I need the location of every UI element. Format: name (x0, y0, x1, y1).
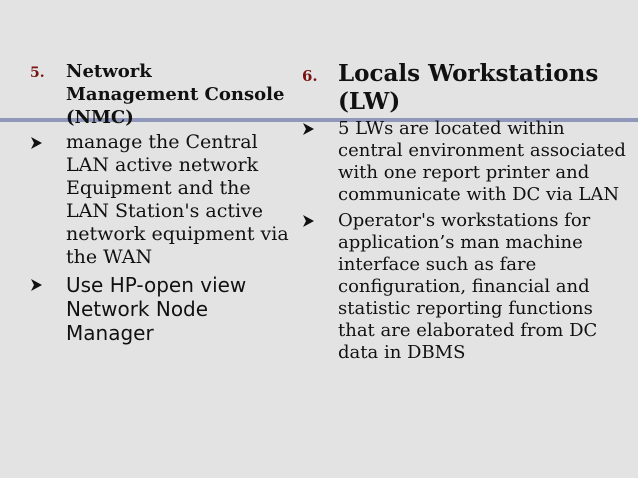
left-column (30, 60, 290, 345)
numbered-item-lw (302, 60, 634, 116)
numbered-item-nmc (30, 60, 290, 129)
right-column (302, 60, 634, 364)
arrow-bullet-icon (302, 122, 315, 136)
item-number: 6. (302, 67, 318, 85)
arrow-bullet-icon (30, 136, 43, 150)
bullet-text: Operator's workstations for application’s man machine interface such as fare configuration, financial and statistic reporting functions that are elaborated from DC data in DBMS (338, 210, 598, 363)
item-title: Locals Workstations (LW) (338, 60, 599, 115)
arrow-bullet-icon (302, 214, 315, 228)
bullet-item (30, 131, 290, 269)
bullet-text: manage the Central LAN active network Equipment and the LAN Station's active network equipment via the WAN (66, 131, 289, 268)
bullet-item (30, 273, 290, 345)
bullet-item (302, 210, 634, 364)
item-number: 5. (30, 65, 45, 81)
arrow-bullet-icon (30, 278, 43, 292)
bullet-text: Use HP-open view Network Node Manager (66, 273, 247, 345)
bullet-text: 5 LWs are located within central environment associated with one report printer and communicate with DC via LAN (338, 118, 626, 205)
item-title: Network Management Console (NMC) (66, 61, 285, 128)
bullet-item (302, 118, 634, 206)
